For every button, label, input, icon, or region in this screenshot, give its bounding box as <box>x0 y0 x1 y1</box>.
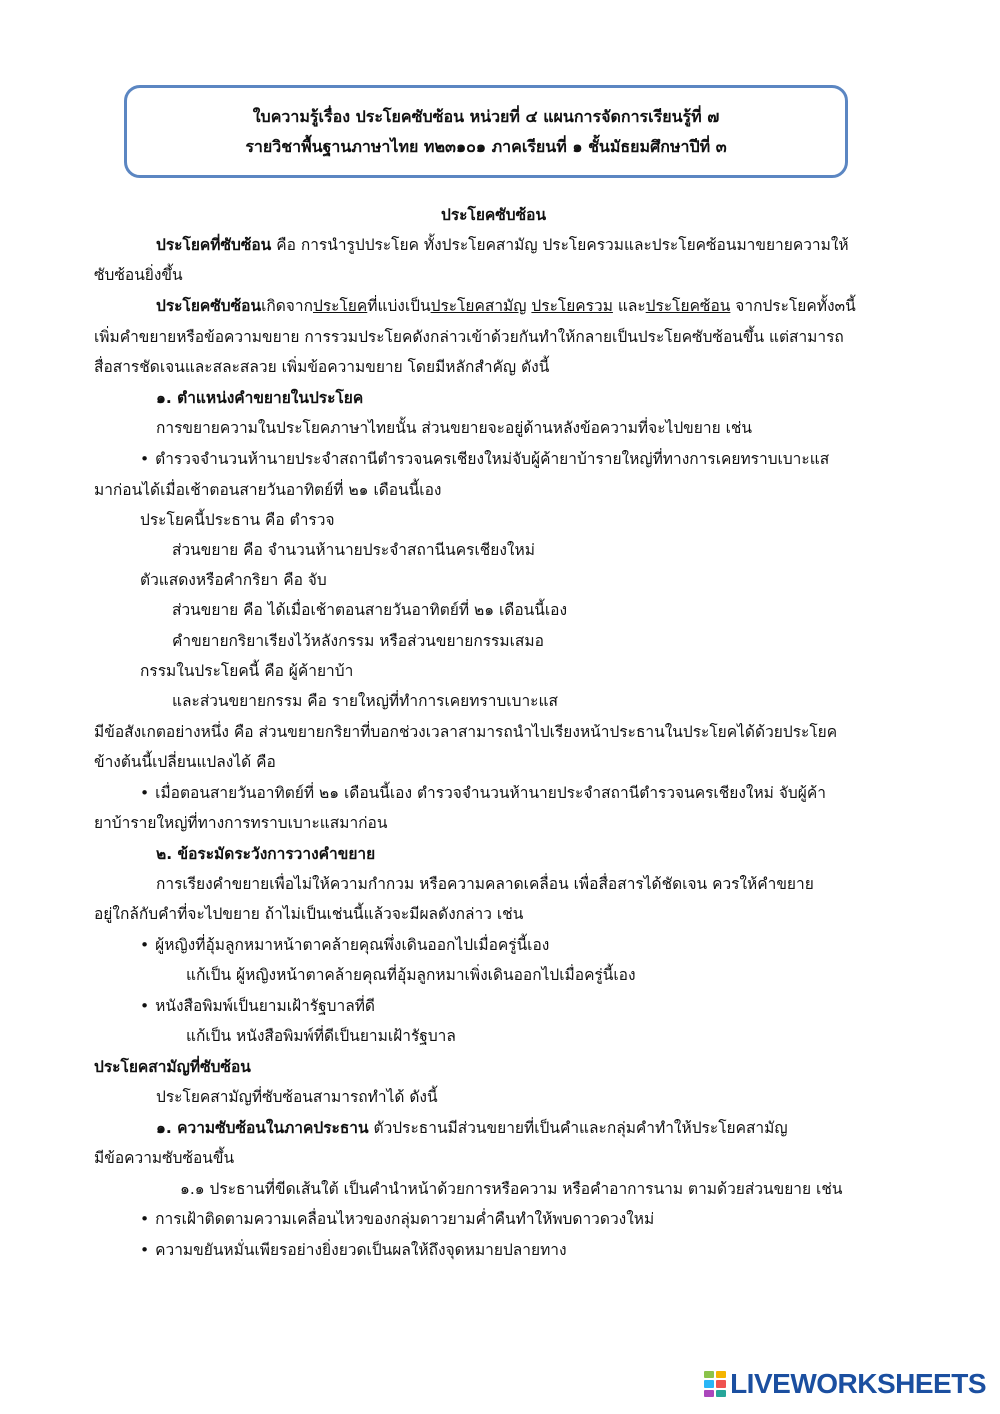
observation-line-2: ข้างต้นนี้เปลี่ยนแปลงได้ คือ <box>94 753 276 771</box>
analysis-verb-modifier: ส่วนขยาย คือ ได้เมื่อเช้าตอนสายวันอาทิตย์ที่ ๒๑ เดือนนี้เอง <box>172 601 568 619</box>
section-2-heading: ๒. ข้อระมัดระวังการวางคำขยาย <box>156 845 376 863</box>
p2-underline-1: ประโยค <box>312 297 368 315</box>
header-line-1: ใบความรู้เรื่อง ประโยคซับซ้อน หน่วยที่ ๔ แผนการจัดการเรียนรู้ที่ ๗ <box>252 107 720 126</box>
section-3-sub-1-cont: มีข้อความซับซ้อนขึ้น <box>94 1149 235 1167</box>
section-1-example-2-cont: ยาบ้ารายใหญ่ที่ทางการทราบเบาะแสมาก่อน <box>94 814 388 832</box>
section-2-fix-2: แก้เป็น หนังสือพิมพ์ที่ดีเป็นยามเฝ้ารัฐบาล <box>186 1027 456 1045</box>
p2-text-5: จากประโยคทั้ง๓นี้ <box>730 297 856 315</box>
p2-underline-2: ประโยคสามัญ <box>430 297 527 315</box>
section-1-heading: ๑. ตำแหน่งคำขยายในประโยค <box>156 389 364 407</box>
analysis-subject-modifier: ส่วนขยาย คือ จำนวนห้านายประจำสถานีนครเชียงใหม่ <box>172 541 535 559</box>
section-2-intro-2: อยู่ใกล้กับคำที่จะไปขยาย ถ้าไม่เป็นเช่นนี้แล้วจะมีผลดังกล่าว เช่น <box>94 905 524 923</box>
p2-text-1: เกิดจาก <box>261 297 313 315</box>
logo-mark-icon <box>704 1371 726 1397</box>
p2-text-4: และ <box>612 297 646 315</box>
paragraph-1-line-1 <box>156 234 849 256</box>
section-2-example-1: • ผู้หญิงที่อุ้มลูกหมาหน้าตาคล้ายคุณพึ่งเดินออกไปเมื่อครู่นี้เอง <box>140 934 549 956</box>
section-3-example-1: • การเฝ้าติดตามความเคลื่อนไหวของกลุ่มดาวยามค่ำคืนทำให้พบดาวดวงใหม่ <box>140 1208 654 1230</box>
paragraph-1-line-2: ซับซ้อนยิ่งขึ้น <box>94 266 183 284</box>
sub-1-heading: ๑. ความซับซ้อนในภาคประธาน <box>156 1119 369 1137</box>
p2-underline-4: ประโยคซ้อน <box>645 297 731 315</box>
header-box <box>124 85 848 178</box>
analysis-note: คำขยายกริยาเรียงไว้หลังกรรม หรือส่วนขยายกรรมเสมอ <box>172 632 544 650</box>
paragraph-1-text: คือ การนำรูปประโยค ทั้งประโยคสามัญ ประโยครวมและประโยคซ้อนมาขยายความให้ <box>271 236 849 254</box>
liveworksheets-logo <box>704 1368 986 1400</box>
analysis-verb: ตัวแสดงหรือคำกริยา คือ จับ <box>140 571 327 589</box>
section-3-heading: ประโยคสามัญที่ซับซ้อน <box>94 1058 251 1076</box>
p2-text-2: ที่แบ่งเป็น <box>367 297 431 315</box>
section-3-intro: ประโยคสามัญที่ซับซ้อนสามารถทำได้ ดังนี้ <box>156 1088 438 1106</box>
section-3-sub-1-1: ๑.๑ ประธานที่ขีดเส้นใต้ เป็นคำนำหน้าด้วยการหรือความ หรือคำอาการนาม ตามด้วยส่วนขยาย เช่น <box>180 1180 843 1198</box>
section-2-example-2: • หนังสือพิมพ์เป็นยามเฝ้ารัฐบาลที่ดี <box>140 995 375 1017</box>
section-1-example-2: • เมื่อตอนสายวันอาทิตย์ที่ ๒๑ เดือนนี้เอง ตำรวจจำนวนห้านายประจำสถานีตำรวจนครเชียงใหม่ จับผู้ค้า <box>140 782 826 804</box>
section-2-fix-1: แก้เป็น ผู้หญิงหน้าตาคล้ายคุณที่อุ้มลูกหมาเพิ่งเดินออกไปเมื่อครู่นี้เอง <box>186 966 636 984</box>
section-1-intro: การขยายความในประโยคภาษาไทยนั้น ส่วนขยายจะอยู่ด้านหลังข้อความที่จะไปขยาย เช่น <box>156 419 752 437</box>
paragraph-2-line-1 <box>156 295 856 317</box>
analysis-subject: ประโยคนี้ประธาน คือ ตำรวจ <box>140 511 335 529</box>
paragraph-2-line-3: สื่อสารชัดเจนและสละสลวย เพิ่มข้อความขยาย โดยมีหลักสำคัญ ดังนี้ <box>94 358 550 376</box>
observation-line-1: มีข้อสังเกตอย่างหนึ่ง คือ ส่วนขยายกริยาที่บอกช่วงเวลาสามารถนำไปเรียงหน้าประธานในประโยคได้ด้วยประโยค <box>94 723 838 741</box>
header-line-2: รายวิชาพื้นฐานภาษาไทย ท๒๓๑๐๑ ภาคเรียนที่ ๑ ชั้นมัธยมศึกษาปีที่ ๓ <box>245 137 727 156</box>
paragraph-2-line-2: เพิ่มคำขยายหรือข้อความขยาย การรวมประโยคดังกล่าวเข้าด้วยกันทำให้กลายเป็นประโยคซับซ้อนขึ้น แต่สามารถ <box>94 328 844 346</box>
section-1-example-1: • ตำรวจจำนวนห้านายประจำสถานีตำรวจนครเชียงใหม่จับผู้ค้ายาบ้ารายใหญ่ที่ทางการเคยทราบเบาะแส <box>140 448 829 470</box>
term-complex: ประโยคซับซ้อน <box>156 297 262 315</box>
p2-underline-3: ประโยครวม <box>531 297 613 315</box>
analysis-object: กรรมในประโยคนี้ คือ ผู้ค้ายาบ้า <box>140 662 354 680</box>
page-title: ประโยคซับซ้อน <box>441 206 547 224</box>
section-3-example-2: • ความขยันหมั่นเพียรอย่างยิ่งยวดเป็นผลให้ถึงจุดหมายปลายทาง <box>140 1239 567 1261</box>
section-2-intro-1: การเรียงคำขยายเพื่อไม่ให้ความกำกวม หรือความคลาดเคลื่อน เพื่อสื่อสารได้ชัดเจน ควรให้คำขยาย <box>156 875 814 893</box>
term-complex-sentence: ประโยคที่ซับซ้อน <box>156 236 272 254</box>
section-1-example-1-cont: มาก่อนได้เมื่อเช้าตอนสายวันอาทิตย์ที่ ๒๑ เดือนนี้เอง <box>94 481 442 499</box>
analysis-object-modifier: และส่วนขยายกรรม คือ รายใหญ่ที่ทำการเคยทราบเบาะแส <box>172 692 558 710</box>
section-3-sub-1 <box>156 1117 788 1139</box>
sub-1-text: ตัวประธานมีส่วนขยายที่เป็นคำและกลุ่มคำทำให้ประโยคสามัญ <box>368 1119 788 1137</box>
logo-text: LIVEWORKSHEETS <box>730 1368 986 1399</box>
